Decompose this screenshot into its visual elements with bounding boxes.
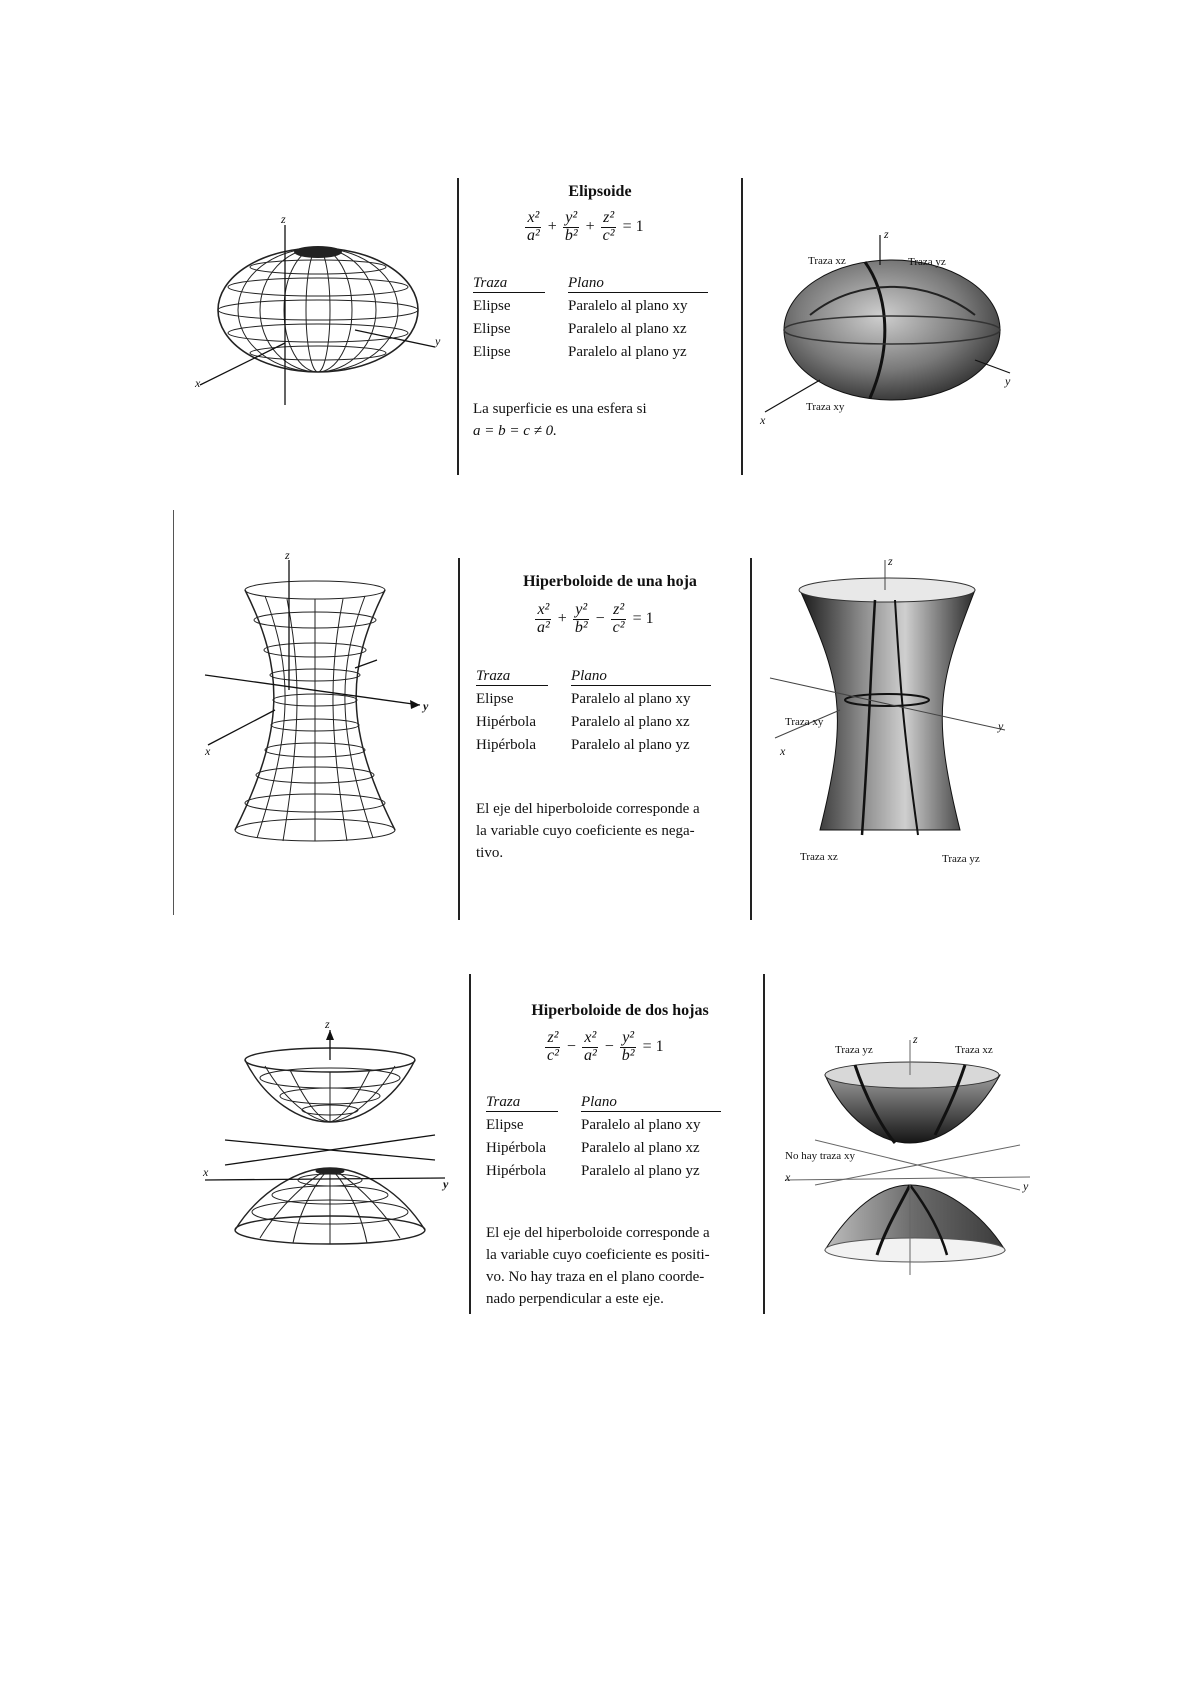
ellipsoid-table-header-traza: Traza: [473, 275, 545, 293]
ellipsoid-wireframe-figure: [195, 212, 445, 415]
two-sheets-row2-traza: Hipérbola: [486, 1140, 546, 1156]
ellipsoid-eq-term3-den: c²: [602, 226, 615, 244]
one-sheet-row2-traza: Hipérbola: [476, 714, 536, 730]
two-sheets-wireframe-figure: [203, 1017, 455, 1270]
one-sheet-card-left-border: [458, 558, 460, 920]
table-row: [476, 688, 711, 711]
two-sheets-label-trace-yz: Traza yz: [835, 1044, 873, 1056]
one-sheet-eq-equals: = 1: [632, 610, 654, 628]
ellipsoid-left-axis-z: z: [281, 212, 286, 226]
ellipsoid-eq-term3-num: z²: [603, 209, 615, 226]
two-sheets-label-no-trace: No hay traza xy: [785, 1150, 855, 1162]
section-ellipsoid: [0, 0, 1200, 480]
two-sheets-eq-op1: −: [566, 1038, 576, 1056]
one-sheet-eq-term3-num: z²: [613, 601, 625, 618]
ellipsoid-traces-table: [473, 275, 708, 364]
one-sheet-note-line3: tivo.: [476, 845, 504, 861]
ellipsoid-right-axis-y: y: [1005, 374, 1011, 388]
two-sheets-note-line2: la variable cuyo coeficiente es positi-: [486, 1247, 710, 1263]
one-sheet-left-axis-z: z: [285, 548, 290, 562]
two-sheets-card-left-border: [469, 974, 471, 1314]
ellipsoid-eq-term1-num: x²: [527, 209, 540, 226]
one-sheet-label-trace-yz: Traza yz: [942, 853, 980, 865]
one-sheet-right-axis-z: z: [888, 554, 893, 568]
ellipsoid-equation: [525, 210, 644, 245]
one-sheet-note: [476, 798, 746, 864]
one-sheet-title: Hiperboloide de una hoja: [523, 573, 697, 590]
section-hyperboloid-one-sheet: [0, 480, 1200, 940]
section-hyperboloid-two-sheets: [0, 960, 1200, 1340]
one-sheet-table-header-traza: Traza: [476, 668, 548, 686]
one-sheet-label-trace-xy: Traza xy: [785, 716, 824, 728]
one-sheet-traces-table: [476, 668, 711, 757]
ellipsoid-label-trace-xz: Traza xz: [808, 255, 846, 267]
two-sheets-equation: [545, 1030, 664, 1065]
one-sheet-row1-plano: Paralelo al plano xy: [571, 691, 691, 707]
two-sheets-table-header-traza: Traza: [486, 1094, 558, 1112]
two-sheets-traces-table: [486, 1094, 721, 1183]
two-sheets-left-axis-x: x: [203, 1165, 209, 1179]
one-sheet-label-trace-xz: Traza xz: [800, 851, 838, 863]
two-sheets-eq-op2: −: [604, 1038, 614, 1056]
one-sheet-wireframe-figure: [205, 548, 435, 850]
table-row: [486, 1137, 721, 1160]
ellipsoid-row1-traza: Elipse: [473, 298, 511, 314]
ellipsoid-right-axis-x: x: [760, 413, 766, 427]
two-sheets-eq-term2-num: x²: [584, 1029, 597, 1046]
ellipsoid-row2-plano: Paralelo al plano xz: [568, 321, 687, 337]
one-sheet-eq-term1-num: x²: [537, 601, 550, 618]
one-sheet-shaded-figure: [770, 554, 1010, 870]
two-sheets-card-right-border: [763, 974, 765, 1314]
one-sheet-equation: [535, 602, 654, 637]
one-sheet-left-axis-y: y: [423, 699, 429, 713]
one-sheet-table-header-plano: Plano: [571, 668, 711, 686]
ellipsoid-card-left-border: [457, 178, 459, 475]
one-sheet-row3-plano: Paralelo al plano yz: [571, 737, 690, 753]
two-sheets-row1-plano: Paralelo al plano xy: [581, 1117, 701, 1133]
table-row: [473, 341, 708, 364]
two-sheets-right-axis-x: x: [785, 1170, 791, 1184]
one-sheet-row2-plano: Paralelo al plano xz: [571, 714, 690, 730]
two-sheets-left-axis-y: y: [443, 1177, 449, 1191]
one-sheet-note-line1: El eje del hiperboloide corresponde a: [476, 801, 700, 817]
one-sheet-right-axis-y: y: [998, 719, 1004, 733]
two-sheets-row1-traza: Elipse: [486, 1117, 524, 1133]
ellipsoid-row1-plano: Paralelo al plano xy: [568, 298, 688, 314]
two-sheets-right-axis-y: y: [1023, 1179, 1029, 1193]
two-sheets-eq-term1-den: c²: [547, 1046, 559, 1064]
table-row: [476, 711, 711, 734]
two-sheets-eq-term3-den: b²: [621, 1046, 635, 1064]
one-sheet-note-line2: la variable cuyo coeficiente es nega-: [476, 823, 695, 839]
ellipsoid-eq-op1: +: [547, 218, 557, 236]
one-sheet-left-axis-x: x: [205, 744, 211, 758]
two-sheets-title: Hiperboloide de dos hojas: [531, 1002, 709, 1019]
one-sheet-eq-op2: −: [595, 610, 605, 628]
two-sheets-eq-term1-num: z²: [547, 1029, 559, 1046]
ellipsoid-row3-traza: Elipse: [473, 344, 511, 360]
two-sheets-eq-term2-den: a²: [583, 1046, 597, 1064]
table-row: [476, 734, 711, 757]
ellipsoid-label-trace-xy: Traza xy: [806, 401, 845, 413]
ellipsoid-left-axis-x: x: [195, 376, 201, 390]
one-sheet-card-right-border: [750, 558, 752, 920]
ellipsoid-right-axis-z: z: [884, 227, 889, 241]
ellipsoid-left-axis-y: y: [435, 334, 441, 348]
two-sheets-left-axis-z: z: [325, 1017, 330, 1031]
table-row: [473, 318, 708, 341]
two-sheets-note-line4: nado perpendicular a este eje.: [486, 1291, 664, 1307]
one-sheet-eq-term2-num: y²: [575, 601, 588, 618]
ellipsoid-eq-op2: +: [585, 218, 595, 236]
one-sheet-outer-left-border: [173, 510, 174, 915]
two-sheets-eq-equals: = 1: [642, 1038, 664, 1056]
table-row: [486, 1114, 721, 1137]
two-sheets-label-trace-xz: Traza xz: [955, 1044, 993, 1056]
ellipsoid-note: [473, 398, 733, 442]
ellipsoid-note-line2: a = b = c ≠ 0.: [473, 423, 557, 439]
two-sheets-note-line3: vo. No hay traza en el plano coorde-: [486, 1269, 705, 1285]
one-sheet-row3-traza: Hipérbola: [476, 737, 536, 753]
one-sheet-eq-op1: +: [557, 610, 567, 628]
one-sheet-right-axis-x: x: [780, 744, 786, 758]
one-sheet-eq-term1-den: a²: [537, 618, 550, 636]
one-sheet-eq-term3-den: c²: [612, 618, 625, 636]
two-sheets-eq-term3-num: y²: [622, 1029, 635, 1046]
ellipsoid-card-right-border: [741, 178, 743, 475]
ellipsoid-eq-term2-den: b²: [564, 226, 578, 244]
two-sheets-row2-plano: Paralelo al plano xz: [581, 1140, 700, 1156]
ellipsoid-eq-term2-num: y²: [565, 209, 578, 226]
ellipsoid-row3-plano: Paralelo al plano yz: [568, 344, 687, 360]
ellipsoid-label-trace-yz: Traza yz: [908, 256, 946, 268]
ellipsoid-note-line1: La superficie es una esfera si: [473, 401, 647, 417]
table-row: [473, 295, 708, 318]
one-sheet-row1-traza: Elipse: [476, 691, 514, 707]
two-sheets-note-line1: El eje del hiperboloide corresponde a: [486, 1225, 710, 1241]
ellipsoid-table-header-plano: Plano: [568, 275, 708, 293]
two-sheets-row3-traza: Hipérbola: [486, 1163, 546, 1179]
ellipsoid-shaded-figure: [760, 227, 1020, 430]
two-sheets-shaded-figure: [785, 1032, 1035, 1285]
two-sheets-right-axis-z: z: [913, 1032, 918, 1046]
table-row: [486, 1160, 721, 1183]
ellipsoid-row2-traza: Elipse: [473, 321, 511, 337]
ellipsoid-eq-equals: = 1: [622, 218, 644, 236]
ellipsoid-title: Elipsoide: [568, 183, 632, 200]
two-sheets-row3-plano: Paralelo al plano yz: [581, 1163, 700, 1179]
two-sheets-note: [486, 1222, 761, 1310]
ellipsoid-eq-term1-den: a²: [527, 226, 540, 244]
two-sheets-table-header-plano: Plano: [581, 1094, 721, 1112]
one-sheet-eq-term2-den: b²: [574, 618, 588, 636]
